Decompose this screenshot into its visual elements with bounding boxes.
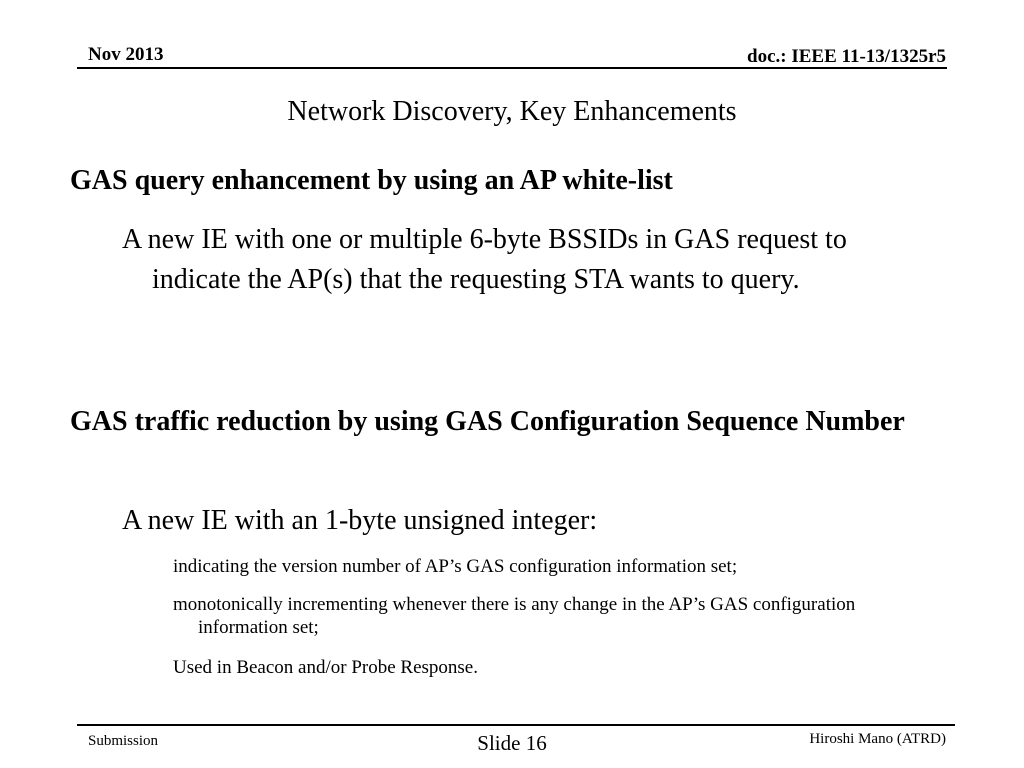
footer-author: Hiroshi Mano (ATRD): [809, 731, 946, 747]
subbullet-version-number: indicating the version number of AP’s GAS configuration information set;: [173, 556, 738, 577]
bullet-config-seq-ie: A new IE with an 1-byte unsigned integer:: [122, 505, 598, 536]
header-divider: [77, 67, 947, 69]
subbullet-beacon-probe: Used in Beacon and/or Probe Response.: [173, 657, 478, 678]
bullet-ap-white-list-ie: A new IE with one or multiple 6-byte BSSIDs in GAS request to indicate the AP(s) that the requesting STA wants to query.: [122, 224, 847, 295]
header-date: Nov 2013: [88, 44, 164, 65]
section-heading-gas-traffic: GAS traffic reduction by using GAS Configuration Sequence Number: [70, 406, 905, 437]
footer-slide-number: Slide 16: [477, 731, 547, 755]
section-heading-gas-query: GAS query enhancement by using an AP white-list: [70, 165, 673, 196]
slide-title: Network Discovery, Key Enhancements: [287, 96, 737, 127]
subbullet-monotonic-increment: monotonically incrementing whenever there is any change in the AP’s GAS configuration information set;: [173, 594, 856, 638]
footer-submission: Submission: [88, 733, 159, 749]
footer-divider: [77, 724, 955, 726]
header-doc-id: doc.: IEEE 11-13/1325r5: [747, 46, 946, 67]
